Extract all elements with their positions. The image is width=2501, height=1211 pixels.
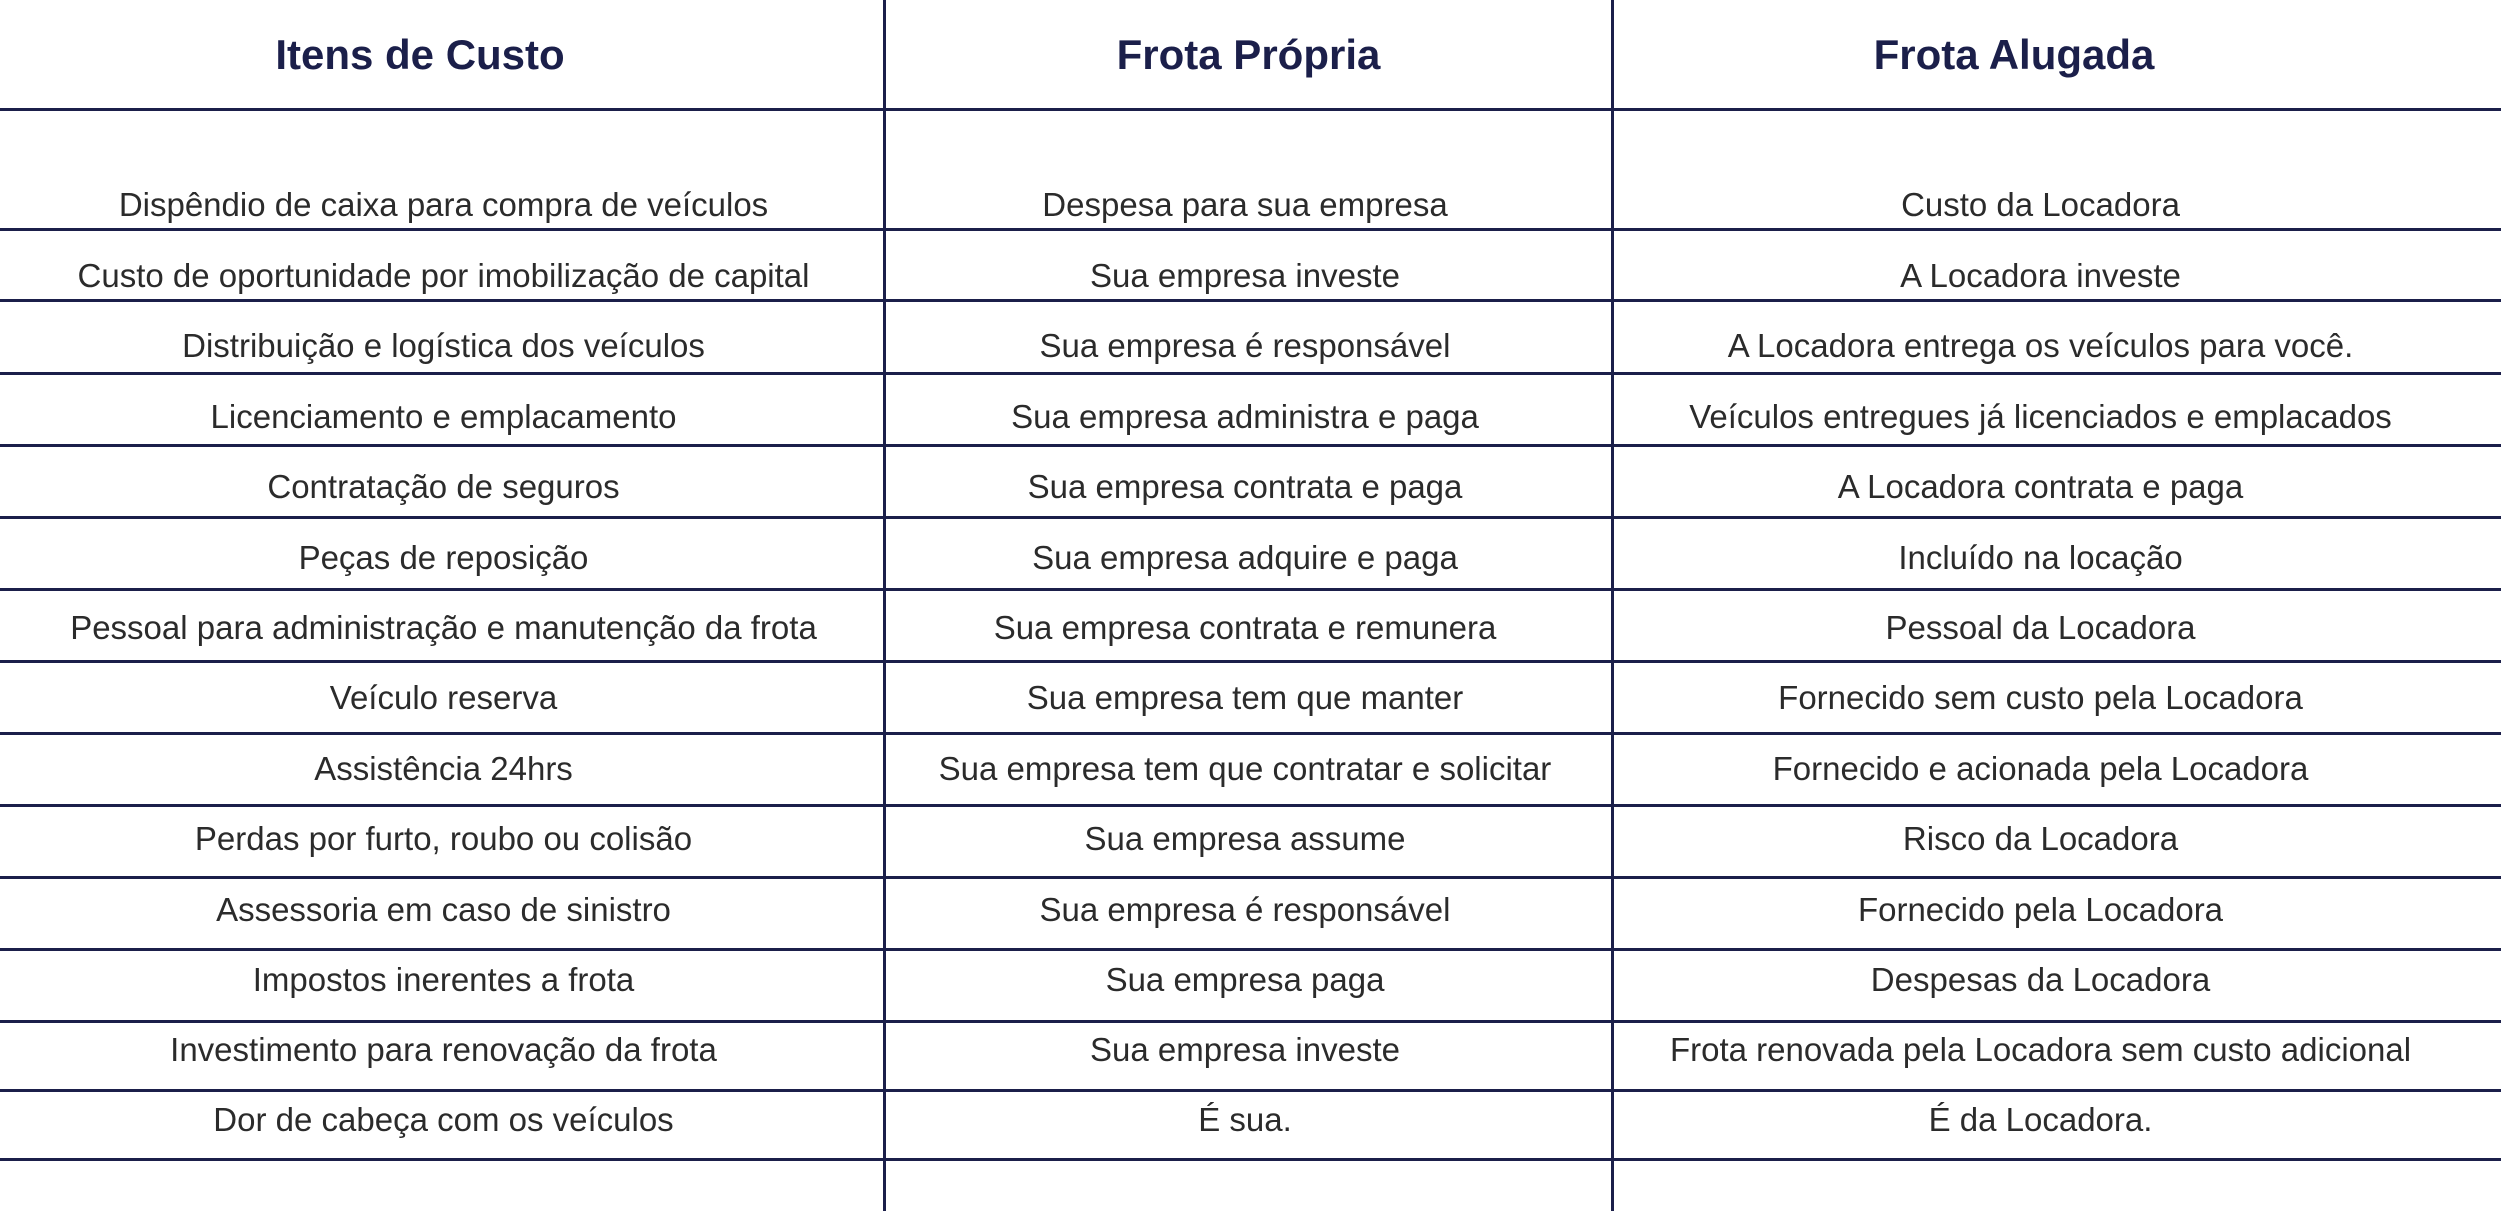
- own-fleet-cell: Sua empresa é responsável: [1039, 891, 1451, 928]
- cost-item-cell: Investimento para renovação da frota: [170, 1031, 717, 1068]
- table-row: [0, 382, 2501, 452]
- row-divider: [0, 1158, 2501, 1161]
- table-row: [0, 663, 2501, 733]
- rented-fleet-cell: Risco da Locadora: [1902, 820, 2179, 857]
- rented-fleet-cell: Fornecido e acionada pela Locadora: [1772, 750, 2309, 787]
- cost-item-cell: Impostos inerentes a frota: [252, 961, 635, 998]
- cost-item-cell: Dor de cabeça com os veículos: [213, 1101, 674, 1138]
- table-row: [0, 804, 2501, 874]
- cost-item-cell: Distribuição e logística dos veículos: [182, 327, 705, 364]
- table-row: [0, 593, 2501, 663]
- rented-fleet-cell: Pessoal da Locadora: [1885, 609, 2196, 646]
- own-fleet-cell: Sua empresa é responsável: [1039, 327, 1451, 364]
- own-fleet-cell: Sua empresa contrata e remunera: [993, 609, 1497, 646]
- cost-item-cell: Assistência 24hrs: [314, 750, 573, 787]
- table-row: [0, 734, 2501, 804]
- rented-fleet-cell: Frota renovada pela Locadora sem custo adicional: [1669, 1031, 2412, 1068]
- cost-item-cell: Perdas por furto, roubo ou colisão: [194, 820, 693, 857]
- table-row: [0, 1015, 2501, 1085]
- own-fleet-cell: Sua empresa tem que manter: [1026, 679, 1464, 716]
- cost-item-cell: Veículo reserva: [329, 679, 558, 716]
- table-row: [0, 241, 2501, 311]
- rented-fleet-cell: Fornecido pela Locadora: [1857, 891, 2224, 928]
- column-header-frota-alugada: Frota Alugada: [1873, 31, 2155, 78]
- own-fleet-cell: Sua empresa administra e paga: [1011, 398, 1479, 435]
- rented-fleet-cell: Veículos entregues já licenciados e emplacados: [1689, 398, 2392, 435]
- cost-item-cell: Licenciamento e emplacamento: [210, 398, 677, 435]
- cost-item-cell: Pessoal para administração e manutenção da frota: [70, 609, 817, 646]
- cost-item-cell: Contratação de seguros: [267, 468, 620, 505]
- own-fleet-cell: Sua empresa contrata e paga: [1027, 468, 1463, 505]
- rented-fleet-cell: A Locadora investe: [1900, 257, 2181, 294]
- own-fleet-cell: Sua empresa investe: [1089, 1031, 1400, 1068]
- table-row: [0, 523, 2501, 593]
- own-fleet-cell: Sua empresa investe: [1089, 257, 1400, 294]
- rented-fleet-cell: Custo da Locadora: [1901, 186, 2180, 223]
- cost-item-cell: Custo de oportunidade por imobilização de capital: [77, 257, 810, 294]
- own-fleet-cell: Despesa para sua empresa: [1042, 186, 1448, 223]
- rented-fleet-cell: Despesas da Locadora: [1870, 961, 2211, 998]
- rented-fleet-cell: A Locadora entrega os veículos para você.: [1727, 327, 2354, 364]
- column-header-itens-de-custo: Itens de Custo: [275, 31, 565, 78]
- column-header-frota-propria: Frota Própria: [1116, 31, 1381, 78]
- own-fleet-cell: É sua.: [1198, 1101, 1292, 1138]
- cost-item-cell: Dispêndio de caixa para compra de veículos: [118, 186, 769, 223]
- own-fleet-cell: Sua empresa tem que contratar e solicitar: [938, 750, 1552, 787]
- table-row: [0, 170, 2501, 240]
- own-fleet-cell: Sua empresa adquire e paga: [1032, 539, 1458, 576]
- cost-item-cell: Peças de reposição: [298, 539, 589, 576]
- rented-fleet-cell: É da Locadora.: [1928, 1101, 2153, 1138]
- table-row: [0, 875, 2501, 945]
- rented-fleet-cell: Incluído na locação: [1898, 539, 2183, 576]
- own-fleet-cell: Sua empresa assume: [1084, 820, 1406, 857]
- table-row: [0, 311, 2501, 381]
- table-row: [0, 452, 2501, 522]
- table-row: [0, 945, 2501, 1015]
- own-fleet-cell: Sua empresa paga: [1105, 961, 1385, 998]
- rented-fleet-cell: A Locadora contrata e paga: [1837, 468, 2244, 505]
- rented-fleet-cell: Fornecido sem custo pela Locadora: [1778, 679, 2303, 716]
- cost-item-cell: Assessoria em caso de sinistro: [216, 891, 671, 928]
- header-divider: [0, 108, 2501, 111]
- table-row: [0, 1085, 2501, 1155]
